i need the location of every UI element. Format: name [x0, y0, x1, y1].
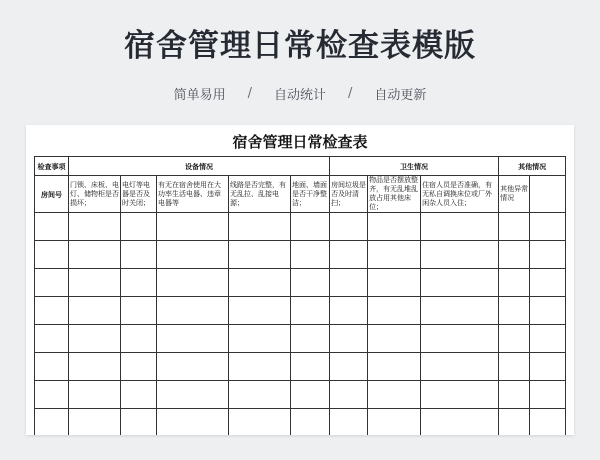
table-cell[interactable]	[121, 241, 157, 269]
header-hygiene[interactable]: 卫生情况	[330, 157, 499, 176]
table-cell[interactable]	[368, 213, 421, 241]
table-cell[interactable]	[291, 325, 330, 353]
separator: /	[247, 86, 252, 101]
table-cell[interactable]	[499, 213, 530, 241]
cell-criteria[interactable]: 电灯等电器是否及时关闭；	[121, 176, 157, 213]
table-cell[interactable]	[121, 213, 157, 241]
table-cell[interactable]	[291, 409, 330, 436]
separator: /	[348, 86, 353, 101]
table-header-row	[35, 157, 566, 176]
cell-criteria[interactable]: 其他异常情况	[499, 176, 530, 213]
table-cell[interactable]	[421, 409, 499, 436]
table-cell[interactable]	[35, 213, 69, 241]
table-cell[interactable]	[291, 381, 330, 409]
table-row	[35, 325, 566, 353]
table-cell[interactable]	[69, 297, 121, 325]
table-cell[interactable]	[499, 409, 530, 436]
table-cell[interactable]	[229, 325, 291, 353]
table-criteria-row	[35, 176, 566, 213]
table-cell[interactable]	[291, 353, 330, 381]
header-check-item[interactable]: 检查事项	[35, 157, 69, 176]
cell-criteria[interactable]: 地面、墙面是否干净整洁；	[291, 176, 330, 213]
table-cell[interactable]	[157, 297, 229, 325]
table-cell[interactable]	[121, 381, 157, 409]
table-cell[interactable]	[157, 269, 229, 297]
table-cell[interactable]	[499, 241, 530, 269]
table-cell[interactable]	[530, 353, 566, 381]
table-cell[interactable]	[368, 409, 421, 436]
table-cell[interactable]	[530, 409, 566, 436]
table-cell[interactable]	[499, 325, 530, 353]
spreadsheet-preview	[26, 125, 574, 435]
table-cell[interactable]	[499, 353, 530, 381]
header-equipment[interactable]: 设备情况	[69, 157, 330, 176]
table-cell[interactable]	[330, 409, 368, 436]
table-cell[interactable]	[291, 241, 330, 269]
feature-tagline	[0, 84, 600, 103]
table-cell[interactable]	[499, 381, 530, 409]
table-cell[interactable]	[69, 409, 121, 436]
table-cell[interactable]	[35, 325, 69, 353]
table-cell[interactable]	[35, 269, 69, 297]
table-cell[interactable]	[69, 241, 121, 269]
table-cell[interactable]	[69, 269, 121, 297]
page-title: 宿舍管理日常检查表模版	[124, 28, 476, 64]
table-cell[interactable]	[421, 381, 499, 409]
table-cell[interactable]	[157, 353, 229, 381]
inspection-table	[34, 156, 566, 435]
table-row	[35, 409, 566, 436]
cell-criteria[interactable]: 有无在宿舍使用在大功率生活电器、违章电器等	[157, 176, 229, 213]
table-cell[interactable]	[157, 381, 229, 409]
table-cell[interactable]	[229, 381, 291, 409]
table-row	[35, 381, 566, 409]
table-cell[interactable]	[69, 213, 121, 241]
table-cell[interactable]	[330, 297, 368, 325]
feature-auto-stats: 自动统计	[273, 88, 326, 103]
table-cell[interactable]	[229, 409, 291, 436]
table-cell[interactable]	[421, 325, 499, 353]
table-cell[interactable]	[69, 325, 121, 353]
table-cell[interactable]	[69, 381, 121, 409]
table-cell[interactable]	[35, 409, 69, 436]
table-cell[interactable]	[368, 325, 421, 353]
table-cell[interactable]	[157, 241, 229, 269]
cell-criteria[interactable]: 门锁、床板、电灯、储物柜是否损坏；	[69, 176, 121, 213]
table-row	[35, 353, 566, 381]
table-cell[interactable]	[530, 297, 566, 325]
table-cell[interactable]	[421, 297, 499, 325]
table-cell[interactable]	[421, 353, 499, 381]
table-cell[interactable]	[157, 409, 229, 436]
cell-criteria[interactable]: 住宿人员是否准确，有无私自调换床位或厂外闲杂人员入住；	[421, 176, 499, 213]
table-cell[interactable]	[368, 353, 421, 381]
table-cell[interactable]	[291, 297, 330, 325]
table-cell[interactable]	[330, 381, 368, 409]
table-cell[interactable]	[530, 241, 566, 269]
table-cell[interactable]	[368, 241, 421, 269]
table-cell[interactable]	[330, 325, 368, 353]
table-cell[interactable]	[368, 381, 421, 409]
cell-criteria[interactable]: 房间垃圾是否及时清扫；	[330, 176, 368, 213]
table-cell[interactable]	[530, 213, 566, 241]
table-cell[interactable]	[291, 213, 330, 241]
table-cell[interactable]	[330, 353, 368, 381]
table-cell[interactable]	[330, 241, 368, 269]
table-cell[interactable]	[421, 269, 499, 297]
table-cell[interactable]	[69, 353, 121, 381]
cell-criteria[interactable]: 物品是否摆放整齐，有无乱堆乱放占用其他床位；	[368, 176, 421, 213]
feature-auto-update: 自动更新	[374, 88, 427, 103]
table-cell[interactable]	[229, 297, 291, 325]
table-cell[interactable]	[35, 353, 69, 381]
table-cell[interactable]	[121, 353, 157, 381]
table-cell[interactable]	[499, 269, 530, 297]
table-row	[35, 213, 566, 241]
table-cell[interactable]	[421, 241, 499, 269]
table-cell[interactable]	[229, 213, 291, 241]
table-cell[interactable]	[157, 213, 229, 241]
table-row	[35, 269, 566, 297]
cell-criteria[interactable]	[530, 176, 566, 213]
cell-room-number[interactable]: 房间号	[35, 176, 69, 213]
table-cell[interactable]	[157, 325, 229, 353]
table-cell[interactable]	[421, 213, 499, 241]
table-cell[interactable]	[291, 269, 330, 297]
sheet-title: 宿舍管理日常检查表	[232, 133, 368, 151]
table-cell[interactable]	[229, 241, 291, 269]
table-cell[interactable]	[330, 213, 368, 241]
header-other[interactable]: 其他情况	[499, 157, 566, 176]
feature-easy: 简单易用	[173, 88, 226, 103]
table-row	[35, 297, 566, 325]
table-cell[interactable]	[499, 297, 530, 325]
table-cell[interactable]	[229, 269, 291, 297]
table-cell[interactable]	[530, 325, 566, 353]
table-cell[interactable]	[368, 269, 421, 297]
table-cell[interactable]	[330, 269, 368, 297]
table-cell[interactable]	[121, 269, 157, 297]
table-cell[interactable]	[530, 269, 566, 297]
table-cell[interactable]	[121, 409, 157, 436]
table-cell[interactable]	[35, 241, 69, 269]
table-body	[35, 157, 566, 436]
table-cell[interactable]	[368, 297, 421, 325]
table-cell[interactable]	[530, 381, 566, 409]
table-cell[interactable]	[229, 353, 291, 381]
table-cell[interactable]	[121, 325, 157, 353]
table-cell[interactable]	[35, 381, 69, 409]
table-cell[interactable]	[35, 297, 69, 325]
cell-criteria[interactable]: 线路是否完整，有无乱拉、乱接电源；	[229, 176, 291, 213]
table-row	[35, 241, 566, 269]
table-cell[interactable]	[121, 297, 157, 325]
